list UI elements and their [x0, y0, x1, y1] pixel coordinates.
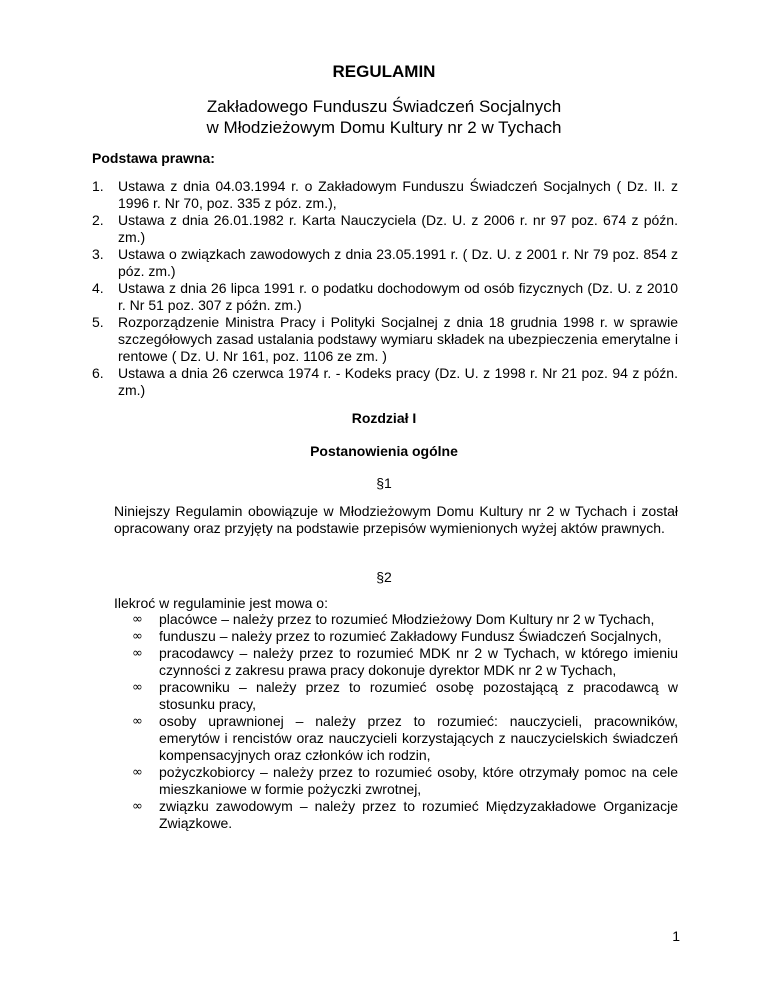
infinity-bullet-icon: ∞ — [132, 714, 143, 729]
legal-basis-item — [92, 212, 678, 246]
definition-text: osoby uprawnionej – należy przez to rozumieć: nauczycieli, pracowników, emerytów i rencistów oraz nauczycieli korzystających z nauczycielskich świadczeń kompensacyjnych oraz członków ich rodzin, — [159, 713, 678, 763]
definition-item — [132, 679, 678, 713]
infinity-bullet-icon: ∞ — [132, 799, 143, 814]
infinity-bullet-icon: ∞ — [132, 765, 143, 780]
definition-text: placówce – należy przez to rozumieć Młodzieżowy Dom Kultury nr 2 w Tychach, — [159, 611, 655, 627]
legal-basis-item — [92, 365, 678, 399]
item-text: Ustawa z dnia 26.01.1982 r. Karta Nauczyciela (Dz. U. z 2006 r. nr 97 poz. 674 z późn. zm.) — [118, 212, 678, 245]
item-number: 3. — [92, 246, 104, 262]
section-1-text: Niniejszy Regulamin obowiązuje w Młodzieżowym Domu Kultury nr 2 w Tychach i został opracowany oraz przyjęty na podstawie przepisów wymienionych wyżej aktów prawnych. — [114, 503, 678, 536]
legal-basis-list — [92, 178, 678, 399]
infinity-bullet-icon: ∞ — [132, 646, 143, 661]
definition-item — [132, 764, 678, 798]
item-number: 4. — [92, 280, 104, 296]
item-text: Ustawa a dnia 26 czerwca 1974 r. - Kodeks pracy (Dz. U. z 1998 r. Nr 21 poz. 94 z późn. zm.) — [118, 365, 678, 398]
definitions-list — [132, 611, 678, 832]
definition-text: pracodawcy – należy przez to rozumieć MDK nr 2 w Tychach, w którego imieniu czynności z zakresu prawa pracy dokonuje dyrektor MDK nr 2 w Tychach, — [159, 645, 678, 678]
chapter-title: Postanowienia ogólne — [310, 443, 458, 459]
item-text: Ustawa z dnia 04.03.1994 r. o Zakładowym Funduszu Świadczeń Socjalnych ( Dz. II. z 1996 r. Nr 70, poz. 335 z póz. zm.), — [118, 178, 678, 211]
definition-item — [132, 798, 678, 832]
document-title: REGULAMIN — [332, 62, 436, 81]
infinity-bullet-icon: ∞ — [132, 629, 143, 644]
chapter-heading: Rozdział I — [351, 410, 417, 426]
item-text: Ustawa o związkach zawodowych z dnia 23.05.1991 r. ( Dz. U. z 2001 r. Nr 79 poz. 854 z póz. zm.) — [118, 246, 678, 279]
definition-text: związku zawodowym – należy przez to rozumieć Międzyzakładowe Organizacje Związkowe. — [159, 798, 678, 831]
subtitle-line-1: Zakładowego Funduszu Świadczeń Socjalnych — [206, 97, 562, 116]
legal-basis-item — [92, 280, 678, 314]
item-text: Rozporządzenie Ministra Pracy i Polityki Socjalnej z dnia 18 grudnia 1998 r. w sprawie szczegółowych zasad ustalania podstawy wymiaru składek na ubezpieczenia emerytalne i rentowe ( Dz. U. Nr 161, poz. 1106 ze zm. ) — [118, 314, 678, 364]
item-number: 1. — [92, 178, 104, 194]
legal-basis-item — [92, 178, 678, 212]
definition-text: pracowniku – należy przez to rozumieć osobę pozostającą z pracodawcą w stosunku pracy, — [159, 679, 678, 712]
section-2-intro: Ilekroć w regulaminie jest mowa o: — [114, 595, 328, 611]
infinity-bullet-icon: ∞ — [132, 680, 143, 695]
document-subtitle — [0, 96, 768, 138]
item-number: 6. — [92, 365, 104, 381]
section-1-mark: §1 — [376, 475, 392, 491]
definition-text: pożyczkobiorcy – należy przez to rozumieć osoby, które otrzymały pomoc na cele mieszkaniowe w formie pożyczki zwrotnej, — [159, 764, 678, 797]
definition-item — [132, 645, 678, 679]
legal-basis-item — [92, 314, 678, 365]
infinity-bullet-icon: ∞ — [132, 612, 143, 627]
subtitle-line-2: w Młodzieżowym Domu Kultury nr 2 w Tychach — [206, 118, 562, 137]
legal-basis-heading: Podstawa prawna: — [92, 150, 215, 166]
item-number: 5. — [92, 314, 104, 330]
item-number: 2. — [92, 212, 104, 228]
page-number: 1 — [672, 928, 680, 944]
section-2-mark: §2 — [376, 569, 392, 585]
definition-item — [132, 628, 678, 645]
item-text: Ustawa z dnia 26 lipca 1991 r. o podatku dochodowym od osób fizycznych (Dz. U. z 2010 r. Nr 51 poz. 307 z późn. zm.) — [118, 280, 678, 313]
definition-text: funduszu – należy przez to rozumieć Zakładowy Fundusz Świadczeń Socjalnych, — [159, 628, 662, 644]
legal-basis-item — [92, 246, 678, 280]
definition-item — [132, 713, 678, 764]
definition-item — [132, 611, 678, 628]
